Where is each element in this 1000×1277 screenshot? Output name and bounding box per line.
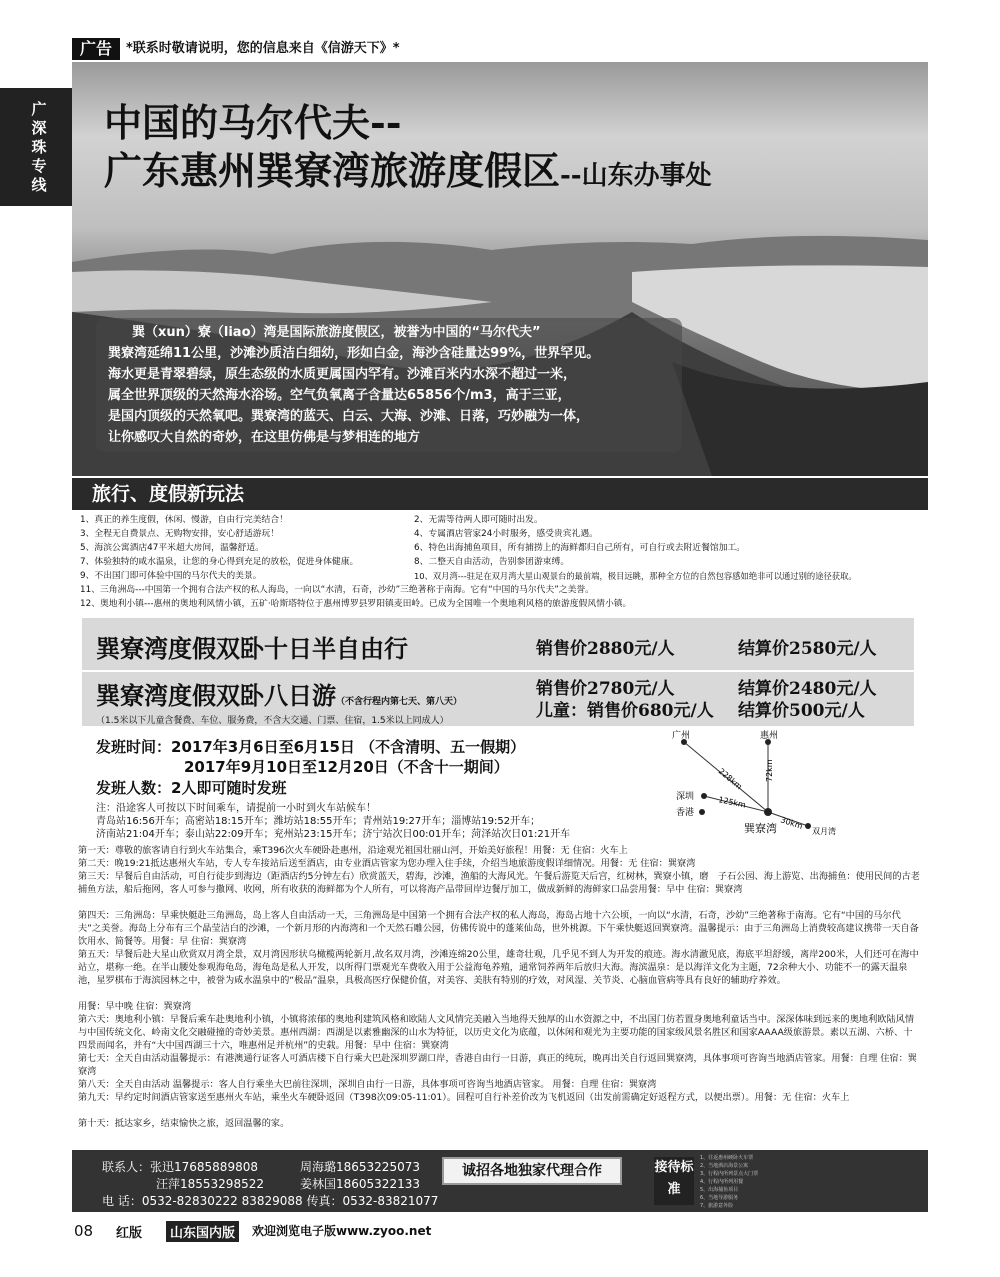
standard-item: 6、当地导游服务: [700, 1195, 739, 1201]
product-title-sub: （不含行程内第七天、第八天）: [336, 697, 463, 707]
feature-item: 12、奥地利小镇---惠州的奥地利风情小镇，五矿·哈斯塔特位于惠州博罗县罗阳镇麦田岭。已成为全国唯一个奥地利风格的旅游度假风情小镇。: [80, 599, 632, 609]
section-title: 旅行、度假新玩法: [92, 483, 245, 505]
standard-item: 7、旅游意外险: [700, 1203, 734, 1209]
feature-item: 3、全程无自费景点、无购物安排，安心舒适游玩！: [80, 529, 280, 539]
intro-line: 海水更是青翠碧绿，原生态级的水质更属国内罕有。沙滩百米内水深不超过一米，: [108, 367, 577, 382]
itinerary-day: 第三天：早餐后自由活动，可自行徒步到海边（距酒店约5分钟左右）欣赏蓝天，碧海，沙滩，渔船的大海风光。午餐后游览天后宫，红树林，巽寮小镇，磨 子石公园、海上游览、出海捕鱼：使用民间的古老捕鱼方法，船后拖网，客人可参与撒网、收网，所有收获的海鲜都为个人所有，可以将海产品带回岸边餐厅加工，做成新鲜的海鲜家口品尝用餐：早中 住宿：巽寮湾: [78, 871, 920, 895]
schedule-note: 注：沿途客人可按以下时间乘车，请提前一小时到火车站候车！: [96, 803, 376, 814]
feature-item: 7、体验独特的咸水温泉，让您的身心得到充足的放松，促进身体健康。: [80, 557, 359, 567]
contact-person: 联系人：张迅17685889808: [102, 1160, 258, 1174]
itinerary-day: 第二天：晚19:21抵达惠州火车站，专人专车接站后送至酒店，由专业酒店管家为您办理入住手续，介绍当地旅游度假详细情况。用餐：无 住宿：巽寮湾: [78, 858, 696, 869]
child-sale-price: 儿童：销售价680元/人: [536, 701, 714, 721]
map-label-guangzhou: 广州: [672, 731, 691, 741]
feature-item: 2、无需等待两人即可随时出发。: [414, 515, 543, 525]
city-dot: [701, 793, 707, 799]
station-line: 济南站21:04开车；泰山站22:09开车；兖州站23:15开车；济宁站次日00:01开车；菏泽站次日01:21开车: [96, 829, 571, 840]
map-label-shenzhen: 深圳: [676, 792, 695, 802]
edition-highlight: 山东国内版: [166, 1221, 239, 1242]
product-title: [96, 676, 462, 711]
product-note: （1.5米以下儿童含餐费、车位、服务费，不含大交通、门票、住宿，1.5米以上同成人）: [96, 716, 449, 726]
intro-line: 巽寮湾延绵11公里，沙滩沙质洁白细幼，形如白金，海沙含硅量达99%，世界罕见。: [108, 346, 600, 361]
title-line-2: [104, 140, 712, 195]
title-main: 广东惠州巽寮湾旅游度假区: [104, 148, 561, 193]
itinerary-day: 第六天：奥地利小镇：早餐后乘车赴奥地利小镇，小镇将浓郁的奥地利建筑风格和欧陆人文风情完美融入当地得天独厚的山水资源之中，不出国门仿若置身奥地利童话当中。深深体味到远来的奥地利欧陆风情与中国传统文化、岭南文化交融碰撞的奇妙美景。惠州西湖：西湖是以素雅幽深的山水为特征，以历史文化为底蕴，以休闲和观光为主要功能的国家级风景名胜区和国家AAAA级旅游景。素以五湖、六桥、十四景而闻名，并有“大中国西湖三十六，唯惠州足并杭州”的史载。用餐：早中 住宿：巽寮湾: [78, 1014, 915, 1051]
map-label-hongkong: 香港: [676, 808, 695, 818]
schedule-line: 2017年9月10日至12月20日（不含十一期间）: [184, 758, 509, 776]
contact-phone: 电 话：0532-82830222 83829088 传真：0532-83821077: [102, 1194, 439, 1208]
schedule-people: 发班人数：2人即可随时发班: [96, 779, 287, 797]
map-distance: 30km: [779, 815, 804, 831]
intro-line: 巽（xun）寮（liao）湾是国际旅游度假区，被誉为中国的“马尔代夫”: [132, 325, 541, 340]
itinerary-day: 第一天：尊敬的旅客请自行到火车站集合，乘T396次火车硬卧赴惠州，沿途观光祖国壮丽山河，开始美好旅程！用餐：无 住宿：火车上: [78, 845, 628, 856]
product-title-main: 巽寮湾度假双卧八日游: [96, 681, 336, 710]
standard-item: 1、往返惠州硬卧火车票: [700, 1155, 754, 1161]
contact-person: 汪萍18553298522: [156, 1177, 264, 1191]
city-dot: [764, 808, 772, 816]
side-tab-label: 广深珠专线: [31, 100, 47, 194]
intro-line: 属全世界顶级的天然海水浴场。空气负氧离子含量达65856个/m3，高于三亚，: [108, 388, 571, 403]
station-line: 青岛站16:56开车；高密站18:15开车；潍坊站18:55开车；青州站19:27开车；淄博站19:52开车；: [96, 816, 541, 827]
map-label-shuangyue: 双月湾: [812, 827, 836, 836]
header-note: *联系时敬请说明，您的信息来自《信游天下》*: [126, 41, 400, 56]
feature-item: 11、三角洲岛---中国第一个拥有合法产权的私人海岛，一向以“水清，石奇，沙幼”三绝著称于南海。它有“中国的马尔代夫”之美誉。: [80, 585, 594, 595]
standard-item: 3、行程内所列景点大门票: [700, 1171, 759, 1177]
contact-person: 姜林国18605322133: [300, 1177, 420, 1191]
map-label-huizhou: 惠州: [760, 731, 779, 741]
standard-item: 2、当地酒店海景公寓: [700, 1163, 749, 1169]
cooperation-banner: 诚招各地独家代理合作: [442, 1157, 622, 1185]
feature-item: 9、不出国门即可体验中国的马尔代夫的美景。: [80, 571, 262, 581]
schedule-line: 发班时间：2017年3月6日至6月15日 （不含清明、五一假期）: [96, 738, 526, 756]
route-map: [640, 728, 840, 838]
map-distance: 125km: [717, 795, 747, 810]
settle-price: 结算价2480元/人: [738, 679, 877, 699]
map-label-xunliao: 巽寮湾: [744, 822, 777, 835]
edition-label: 红版: [116, 1226, 143, 1241]
feature-item: 8、二整天自由活动，告别参团游束缚。: [414, 557, 570, 567]
title-suffix: --山东办事处: [560, 161, 712, 191]
itinerary-day: 第四天：三角洲岛：早乘快艇赴三角洲岛，岛上客人自由活动一天，三角洲岛是中国第一个拥有合法产权的私人海岛，海岛占地十六公顷，一向以“水清，石奇，沙幼”三绝著称于南海。它有“中国的马尔代夫”之美誉。海岛上分布有三个晶莹洁白的沙滩，一个新月形的内海湾和一个天然石雕公园，仿佛传说中的蓬莱仙岛，世外桃源。下午乘快艇返回巽寮湾。温馨提示：由于三角洲岛上消费较高建议携带一天自备饮用水、简餐等。用餐：早 住宿：巽寮湾: [78, 910, 919, 947]
standard-item: 4、行程内所列用餐: [700, 1179, 744, 1185]
itinerary-day: 第八天：全天自由活动 温馨提示：客人自行乘坐大巴前往深圳，深圳自由行一日游，具体事项可咨询当地酒店管家。 用餐：自理 住宿：巽寮湾: [78, 1079, 657, 1090]
standard-item: 5、出海捕鱼项目: [700, 1187, 739, 1193]
feature-item: 1、真正的养生度假，休闲、慢游，自由行完美结合！: [80, 515, 288, 525]
feature-item: 4、专属酒店管家24小时服务，感受贵宾礼遇。: [414, 529, 598, 539]
website-link[interactable]: 欢迎浏览电子版www.zyoo.net: [252, 1224, 432, 1238]
city-dot: [699, 809, 705, 815]
child-settle-price: 结算价500元/人: [738, 701, 865, 721]
itinerary-day: 第七天：全天自由活动温馨提示：有港澳通行证客人可酒店楼下自行乘大巴赴深圳罗湖口岸，香港自由行一日游，真正的纯玩，晚再出关自行返回巽寮湾，具体事项可咨询当地酒店管家。用餐：自理 住宿：巽寮湾: [78, 1053, 917, 1077]
feature-item: 6、特色出海捕鱼项目，所有捕捞上的海鲜都归自己所有，可自行或去附近餐馆加工。: [414, 543, 746, 553]
map-distance: 72km: [765, 759, 774, 782]
city-dot: [805, 823, 811, 829]
intro-line: 让你感叹大自然的奇妙，在这里仿佛是与梦相连的地方: [108, 430, 421, 445]
itinerary-day: 第九天：早约定时间酒店管家送至惠州火车站，乘坐火车硬卧返回（T398次09:05-11:01）。回程可自行补差价改为飞机返回（出发前需确定好返程方式，以便出票）。用餐：无 住宿：火车上: [78, 1092, 850, 1103]
itinerary-day: 第五天：早餐后赴大星山欣赏双月湾全景，双月湾因形状乌橄榄两轮新月,故名双月湾，沙滩连绵20公里，雄奇壮观，几乎见不到人为开发的痕迹。海水清澈见底，海底平坦舒缓，离岸200米，人们还可在海中站立，堪称一绝。在半山腰处参观海龟岛，海龟岛是私人开发，以所得门票观光车费收入用于公益海龟养殖，通常饲养两年后放归大海。海滨温泉：是以海洋文化为主题，72余种大小、功能不一的露天温泉池，星罗棋布于海滨园林之中，被誉为咸水温泉中的“极品”温泉，具极高医疗保健价值，对美容、美肤有特别的疗效，对风湿、关节炎、心脑血管病等具有良好的辅助疗养效。: [78, 949, 919, 986]
contact-person: 周海璐18653225073: [300, 1160, 420, 1174]
itinerary-day: 第十天：抵达家乡，结束愉快之旅，返回温馨的家。: [78, 1118, 290, 1129]
sale-price: 销售价2780元/人: [536, 679, 675, 699]
sale-price: 销售价2880元/人: [536, 639, 675, 659]
intro-line: 是国内顶级的天然氧吧。巽寮湾的蓝天、白云、大海、沙滩、日落，巧妙融为一体，: [108, 409, 590, 424]
ad-label: 广告: [72, 38, 120, 60]
title-line-1: 中国的马尔代夫--: [104, 100, 402, 145]
standard-label: 接待标准: [654, 1157, 694, 1205]
map-distance: 228km: [716, 766, 744, 792]
feature-item: 5、海滨公寓酒店47平米超大房间，温馨舒适。: [80, 543, 264, 553]
itinerary-day: 用餐：早中晚 住宿：巽寮湾: [78, 1001, 192, 1012]
feature-item: 10、双月湾---驻足在双月湾大星山观景台的最前端，极目远眺，那种全方位的自然包容感如绝非可以通过别的途径获取。: [414, 571, 857, 581]
page-number: 08: [74, 1222, 94, 1240]
product-title: 巽寮湾度假双卧十日半自由行: [96, 634, 408, 663]
settle-price: 结算价2580元/人: [738, 639, 877, 659]
